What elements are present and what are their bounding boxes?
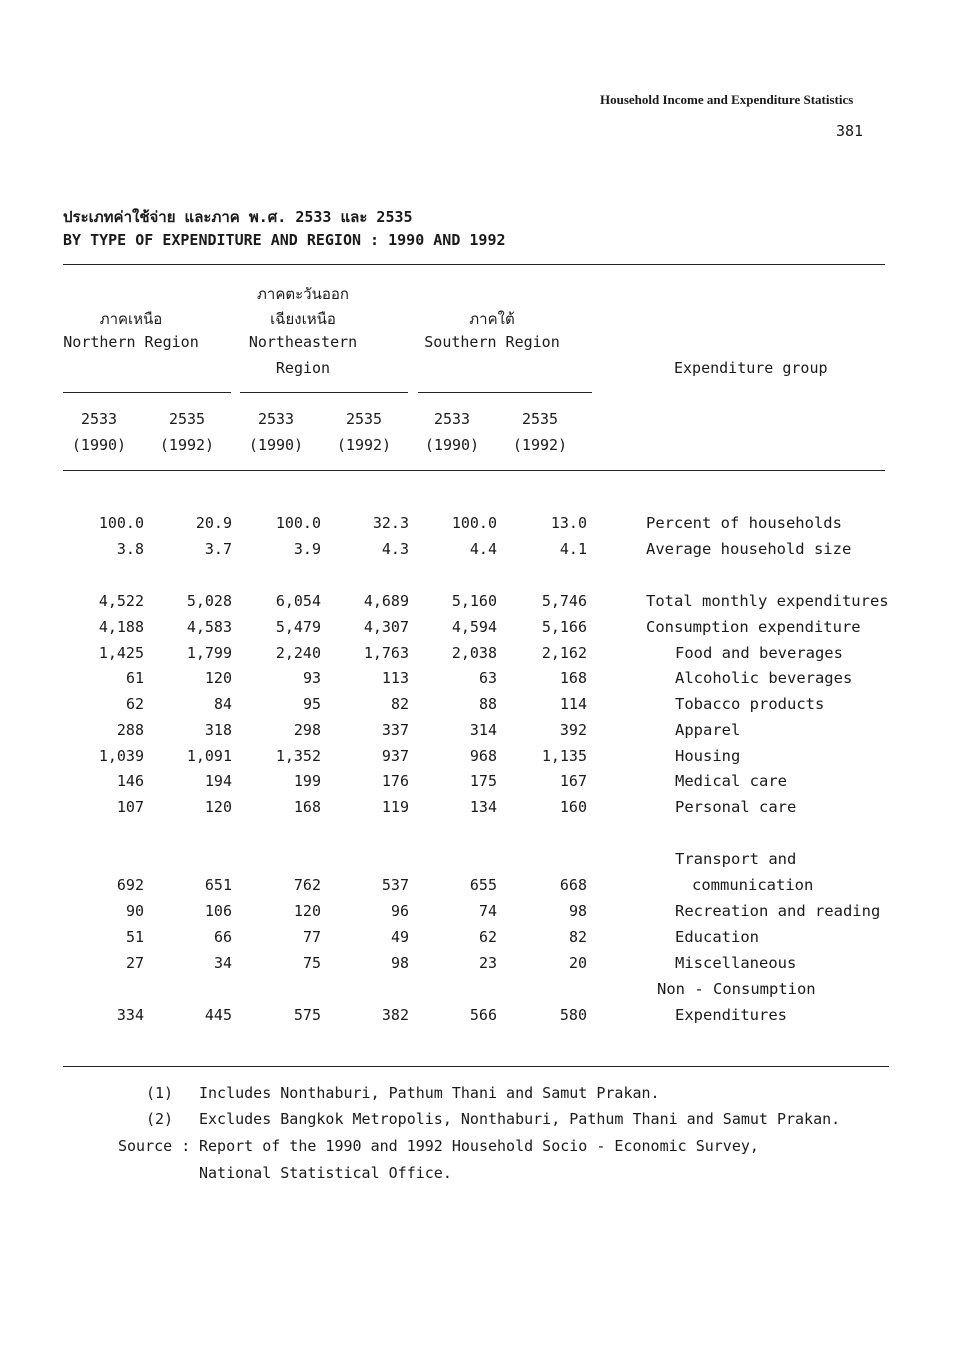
table-cell: 120	[204, 669, 232, 687]
table-cell: 120	[204, 798, 232, 816]
table-cell: 5,028	[186, 592, 232, 610]
year-header-be: 2535	[345, 410, 383, 428]
table-cell: 1,091	[186, 747, 232, 765]
row-label: Alcoholic beverages	[675, 669, 853, 687]
row-label-continuation: Expenditures	[675, 1006, 787, 1024]
page-number: 381	[836, 122, 864, 140]
year-header-be: 2535	[168, 410, 206, 428]
year-header-be: 2533	[257, 410, 295, 428]
expenditure-group-header: Expenditure group	[674, 359, 828, 377]
table-title-english: BY TYPE OF EXPENDITURE AND REGION : 1990 AND 1992	[63, 231, 506, 249]
table-cell: 4,689	[363, 592, 409, 610]
source-label: Source :	[118, 1137, 191, 1155]
row-label: Housing	[675, 747, 741, 765]
region-thai-label: ภาคเหนือ	[99, 310, 163, 328]
row-label: Consumption expenditure	[646, 618, 861, 636]
table-cell: 1,763	[363, 644, 409, 662]
header-bottom-rule	[63, 470, 885, 471]
row-label: Food and beverages	[675, 644, 843, 662]
region-english-label-line2: Region	[275, 359, 331, 377]
table-cell: 107	[116, 798, 144, 816]
year-header-ce: (1990)	[248, 436, 304, 454]
table-cell: 82	[390, 695, 409, 713]
table-cell: 168	[559, 669, 587, 687]
table-cell: 318	[204, 721, 232, 739]
table-cell: 1,135	[541, 747, 587, 765]
table-cell: 668	[559, 876, 587, 894]
region-english-label: Northeastern	[248, 333, 358, 351]
table-cell: 288	[116, 721, 144, 739]
year-header-be: 2535	[521, 410, 559, 428]
table-cell: 3.9	[293, 540, 321, 558]
bottom-rule	[63, 1066, 889, 1067]
table-cell: 82	[568, 928, 587, 946]
table-cell: 23	[478, 954, 497, 972]
table-cell: 100.0	[98, 514, 144, 532]
row-label: Recreation and reading	[675, 902, 881, 920]
table-title-thai: ประเภทค่าใช้จ่าย และภาค พ.ศ. 2533 และ 2535	[63, 208, 413, 226]
table-cell: 4.4	[469, 540, 497, 558]
row-label: Non - Consumption	[657, 980, 816, 998]
table-cell: 96	[390, 902, 409, 920]
table-cell: 167	[559, 772, 587, 790]
table-cell: 575	[293, 1006, 321, 1024]
table-cell: 20.9	[195, 514, 232, 532]
region-english-label: Northern Region	[63, 333, 199, 351]
table-cell: 90	[125, 902, 144, 920]
table-cell: 199	[293, 772, 321, 790]
table-cell: 61	[125, 669, 144, 687]
region-english-label: Southern Region	[424, 333, 560, 351]
table-cell: 4,583	[186, 618, 232, 636]
table-cell: 5,166	[541, 618, 587, 636]
table-cell: 2,038	[451, 644, 497, 662]
year-header-ce: (1992)	[512, 436, 568, 454]
table-cell: 762	[293, 876, 321, 894]
top-rule	[63, 264, 885, 265]
table-cell: 106	[204, 902, 232, 920]
table-cell: 62	[478, 928, 497, 946]
region-underline-southern	[418, 392, 592, 393]
table-cell: 937	[381, 747, 409, 765]
table-cell: 4.3	[381, 540, 409, 558]
table-cell: 580	[559, 1006, 587, 1024]
table-cell: 334	[116, 1006, 144, 1024]
row-label: Transport and	[675, 850, 797, 868]
year-header-ce: (1990)	[71, 436, 127, 454]
table-cell: 100.0	[451, 514, 497, 532]
table-cell: 75	[302, 954, 321, 972]
table-cell: 113	[381, 669, 409, 687]
table-cell: 160	[559, 798, 587, 816]
row-label-continuation: communication	[692, 876, 814, 894]
table-cell: 95	[302, 695, 321, 713]
table-cell: 100.0	[275, 514, 321, 532]
year-header-ce: (1992)	[159, 436, 215, 454]
table-cell: 1,799	[186, 644, 232, 662]
table-cell: 1,039	[98, 747, 144, 765]
table-cell: 74	[478, 902, 497, 920]
table-cell: 4,188	[98, 618, 144, 636]
table-cell: 194	[204, 772, 232, 790]
year-header-ce: (1990)	[424, 436, 480, 454]
table-cell: 4.1	[559, 540, 587, 558]
region-underline-northeastern	[240, 392, 408, 393]
table-cell: 63	[478, 669, 497, 687]
table-cell: 175	[469, 772, 497, 790]
table-cell: 566	[469, 1006, 497, 1024]
row-label: Tobacco products	[675, 695, 825, 713]
table-cell: 120	[293, 902, 321, 920]
row-label: Education	[675, 928, 759, 946]
year-header-be: 2533	[80, 410, 118, 428]
table-cell: 5,160	[451, 592, 497, 610]
region-thai-label-line1: ภาคตะวันออก	[257, 285, 349, 303]
table-cell: 537	[381, 876, 409, 894]
table-cell: 84	[213, 695, 232, 713]
row-label: Miscellaneous	[675, 954, 797, 972]
table-cell: 3.8	[116, 540, 144, 558]
table-cell: 98	[568, 902, 587, 920]
table-cell: 34	[213, 954, 232, 972]
table-cell: 27	[125, 954, 144, 972]
table-cell: 314	[469, 721, 497, 739]
table-cell: 51	[125, 928, 144, 946]
year-header-be: 2533	[433, 410, 471, 428]
table-cell: 4,522	[98, 592, 144, 610]
table-cell: 5,479	[275, 618, 321, 636]
row-label: Personal care	[675, 798, 797, 816]
table-cell: 6,054	[275, 592, 321, 610]
row-label: Medical care	[675, 772, 787, 790]
table-cell: 2,162	[541, 644, 587, 662]
table-cell: 88	[478, 695, 497, 713]
table-cell: 968	[469, 747, 497, 765]
table-cell: 445	[204, 1006, 232, 1024]
region-thai-label: เฉียงเหนือ	[270, 310, 336, 328]
footnote-text: Excludes Bangkok Metropolis, Nonthaburi, Pathum Thani and Samut Prakan.	[199, 1110, 841, 1128]
year-header-ce: (1992)	[336, 436, 392, 454]
table-cell: 146	[116, 772, 144, 790]
table-cell: 1,352	[275, 747, 321, 765]
table-cell: 66	[213, 928, 232, 946]
row-label: Apparel	[675, 721, 741, 739]
table-cell: 337	[381, 721, 409, 739]
table-cell: 176	[381, 772, 409, 790]
table-cell: 2,240	[275, 644, 321, 662]
table-cell: 134	[469, 798, 497, 816]
footnote-marker: (1)	[146, 1084, 174, 1102]
row-label: Total monthly expenditures	[646, 592, 889, 610]
footnote-marker: (2)	[146, 1110, 174, 1128]
table-cell: 651	[204, 876, 232, 894]
running-head: Household Income and Expenditure Statistics	[600, 92, 854, 107]
table-cell: 13.0	[550, 514, 587, 532]
table-cell: 5,746	[541, 592, 587, 610]
row-label: Average household size	[646, 540, 852, 558]
table-cell: 20	[568, 954, 587, 972]
table-cell: 3.7	[204, 540, 232, 558]
table-cell: 93	[302, 669, 321, 687]
table-cell: 98	[390, 954, 409, 972]
source-text-line1: Report of the 1990 and 1992 Household Socio - Economic Survey,	[199, 1137, 759, 1155]
row-label: Percent of households	[646, 514, 842, 532]
table-cell: 392	[559, 721, 587, 739]
table-cell: 382	[381, 1006, 409, 1024]
source-text-line2: National Statistical Office.	[199, 1164, 452, 1182]
table-cell: 4,594	[451, 618, 497, 636]
table-cell: 692	[116, 876, 144, 894]
table-cell: 655	[469, 876, 497, 894]
table-cell: 168	[293, 798, 321, 816]
table-cell: 32.3	[372, 514, 409, 532]
table-cell: 114	[559, 695, 587, 713]
table-cell: 77	[302, 928, 321, 946]
table-cell: 298	[293, 721, 321, 739]
footnote-text: Includes Nonthaburi, Pathum Thani and Samut Prakan.	[199, 1084, 660, 1102]
table-cell: 49	[390, 928, 409, 946]
table-cell: 62	[125, 695, 144, 713]
region-underline-northern	[63, 392, 231, 393]
table-cell: 1,425	[98, 644, 144, 662]
region-thai-label: ภาคใต้	[469, 310, 515, 328]
table-cell: 119	[381, 798, 409, 816]
table-cell: 4,307	[363, 618, 409, 636]
